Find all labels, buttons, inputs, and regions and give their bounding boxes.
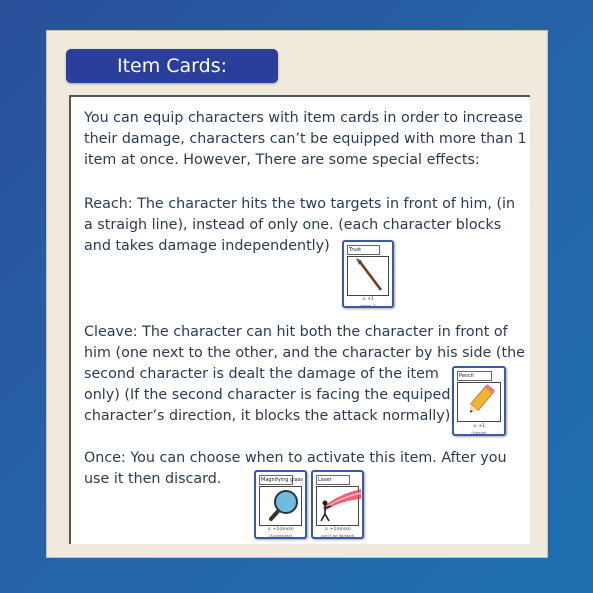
text-line: use it then discard. — [84, 471, 222, 487]
item-card-trust[interactable] — [342, 240, 394, 308]
card-name: Laser — [316, 475, 350, 485]
card-name: Magnifying glass — [261, 477, 303, 483]
card-stat: ⚔ +1 — [361, 297, 375, 302]
text-line: item at once. However, There are some special effects: — [84, 152, 480, 168]
text-line: Once: You can choose when to activate this item. After you — [84, 450, 507, 466]
text-line: him (one next to the other, and the character by his side (the — [84, 345, 525, 361]
item-card-laser[interactable] — [311, 470, 364, 539]
item-card-pencil[interactable] — [452, 366, 506, 436]
text-line: character’s direction, it blocks the attack normally) — [84, 408, 451, 424]
text-line: their damage, characters can’t be equipped with more than 1 — [84, 131, 527, 147]
card-note: (Scrambled) — [268, 533, 293, 538]
text-line: Reach: The character hits the two targets in front of him, (in — [84, 196, 516, 212]
section-title: Item Cards: — [66, 49, 278, 83]
card-stat: ⚔ +1 — [472, 424, 486, 429]
card-name: Pencil — [457, 371, 492, 381]
card-note: (reach 2) — [359, 303, 377, 308]
text-line: second character is dealt the damage of the item — [84, 366, 439, 382]
card-stat: ⚔ +1(once) — [324, 527, 351, 532]
text-line: a straigh line), instead of only one. (each character blocks — [84, 217, 502, 233]
text-line: Cleave: The character can hit both the character in front of — [84, 324, 508, 340]
pencil-icon — [457, 382, 501, 422]
card-stat: ⚔ +1(once) — [267, 527, 294, 532]
text-line: You can equip characters with item cards in order to increase — [84, 110, 523, 126]
intro-paragraph — [84, 108, 527, 171]
card-note: (can't be dodged) — [320, 533, 355, 538]
magnifying-glass-icon — [259, 486, 302, 526]
card-note: (cleave) — [471, 430, 487, 435]
spear-icon — [347, 256, 389, 296]
card-name: Trust — [347, 245, 380, 255]
reach-paragraph — [84, 194, 515, 257]
text-line: only) (If the second character is facing the equiped — [84, 387, 451, 403]
laser-icon — [316, 486, 359, 526]
text-line: and takes damage independently) — [84, 238, 330, 254]
item-card-magnifying-glass[interactable] — [254, 470, 307, 539]
